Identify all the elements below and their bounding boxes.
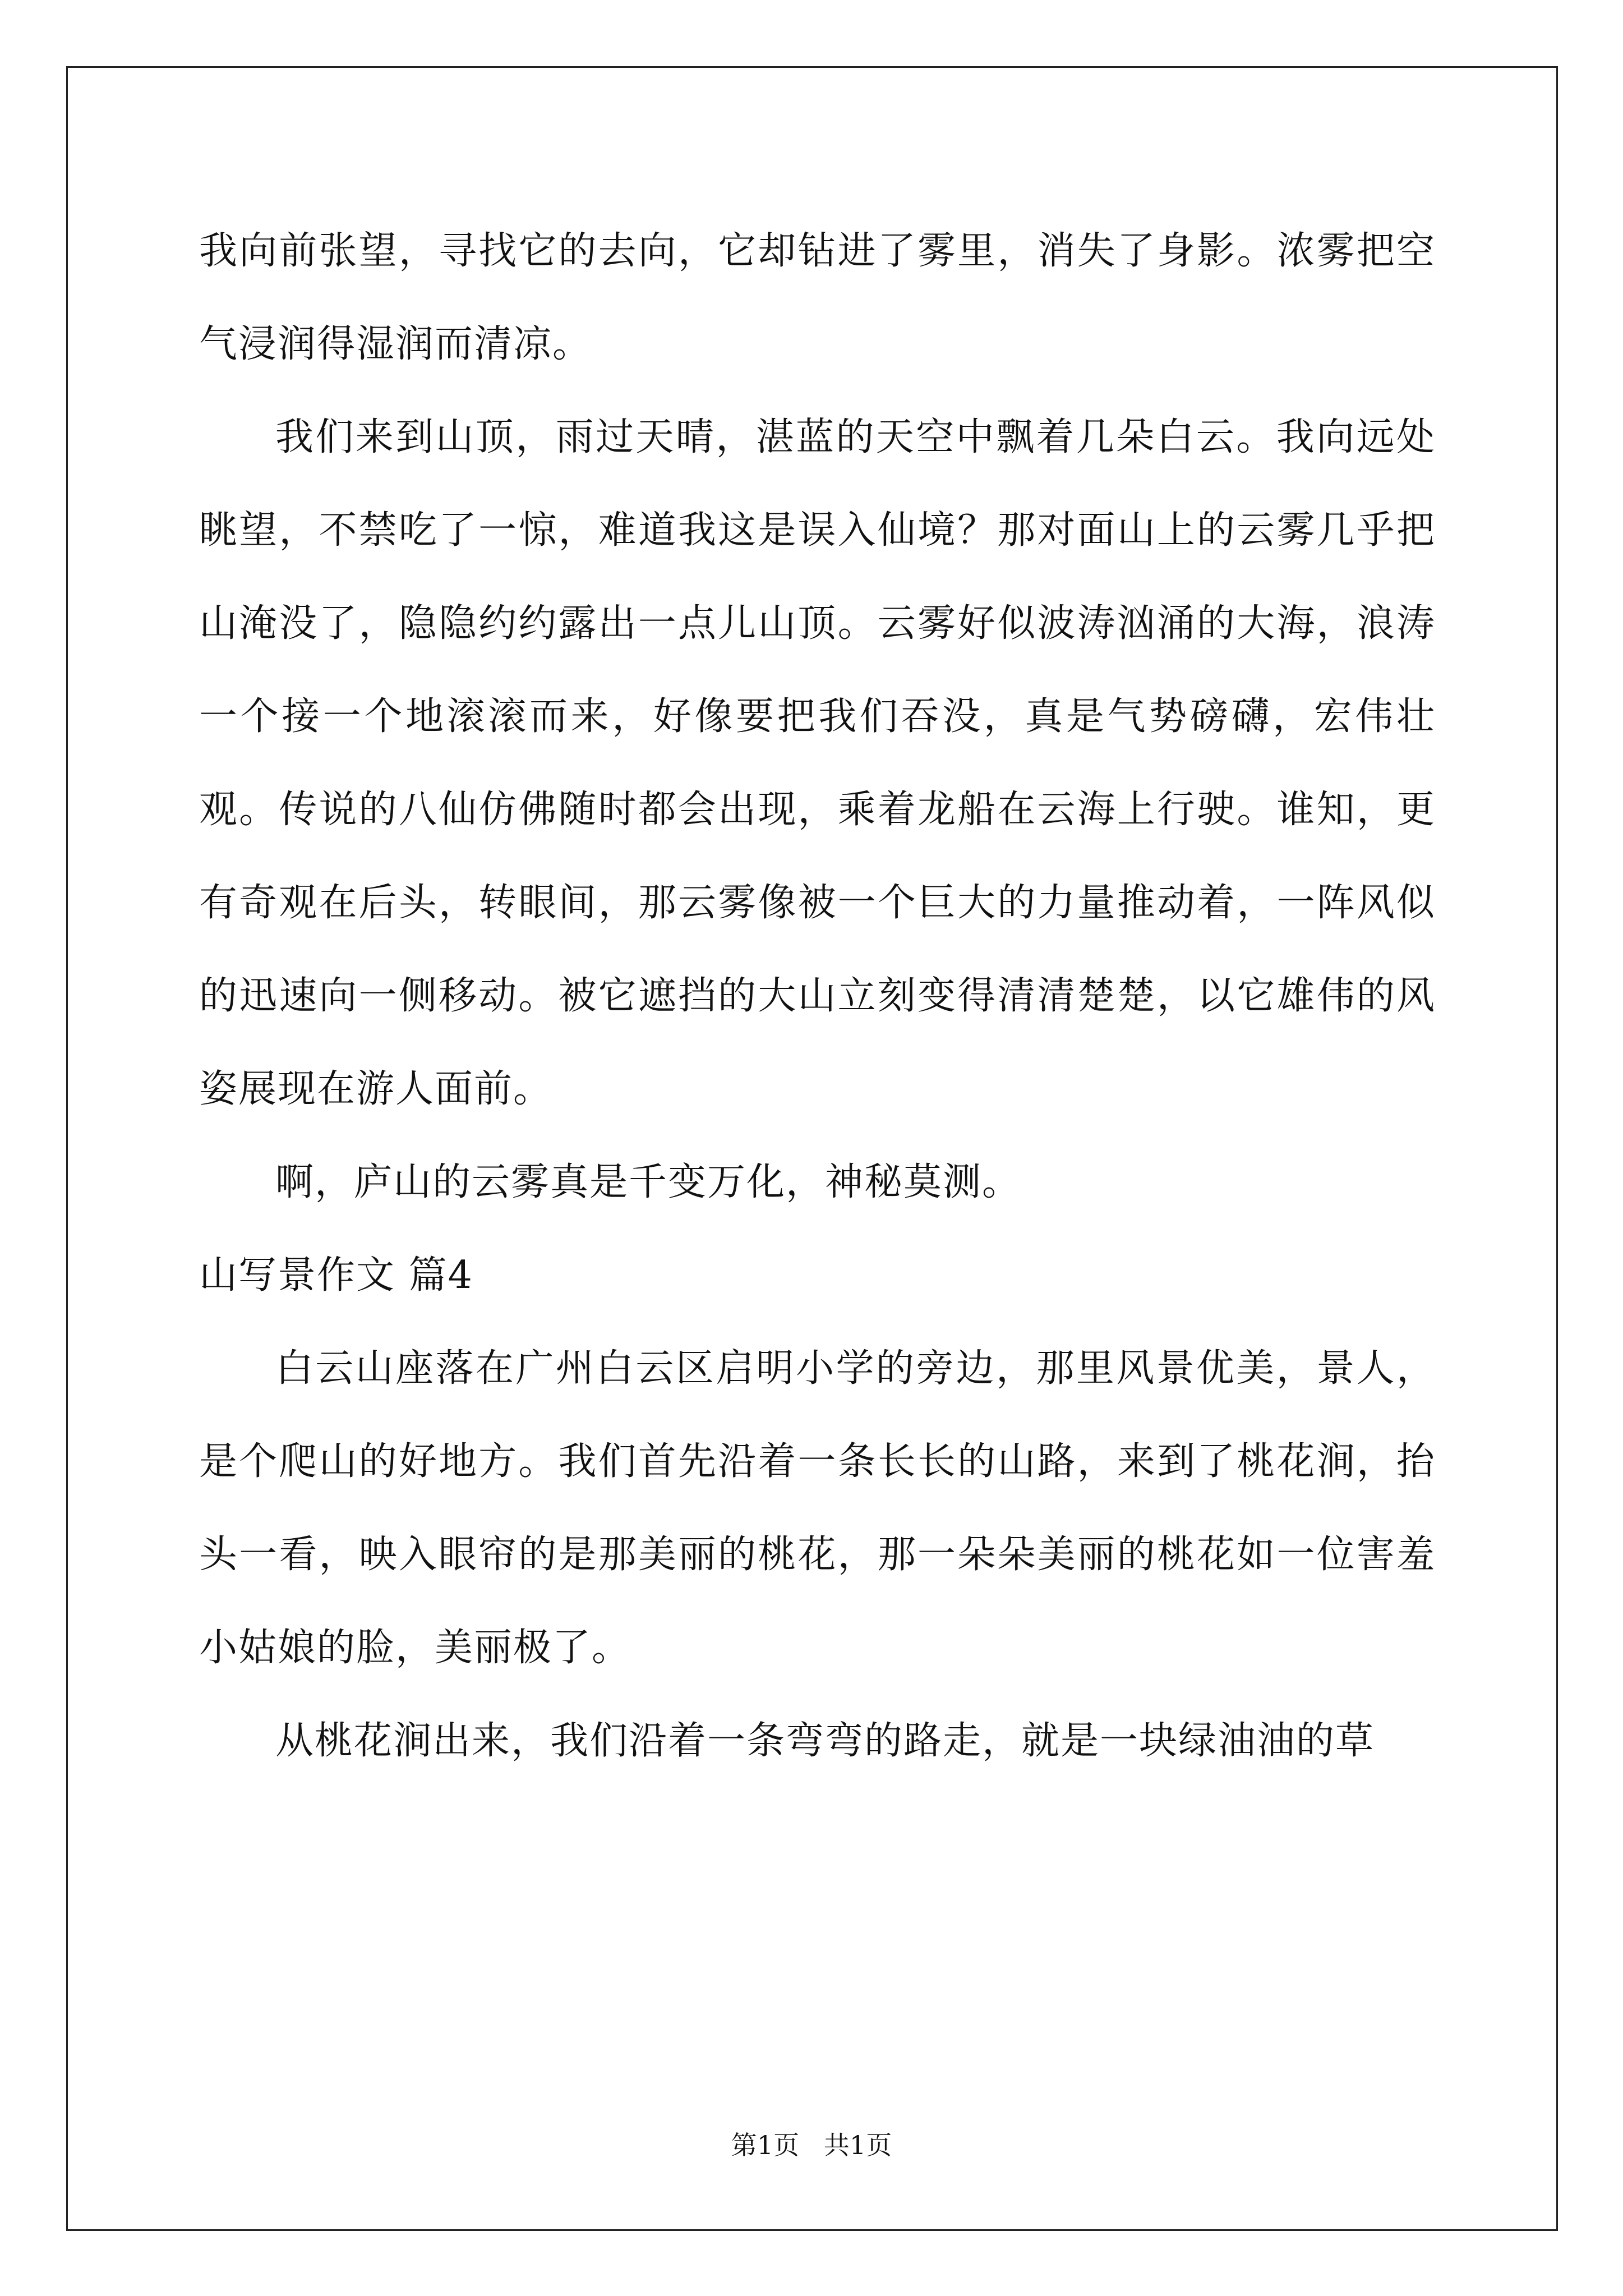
paragraph-5: 从桃花涧出来，我们沿着一条弯弯的路走，就是一块绿油油的草 [275, 1719, 1375, 1763]
paragraph-1: 我向前张望，寻找它的去向，它却钻进了雾里，消失了身影。浓雾把空气浸润得湿润而清凉。 [199, 229, 1436, 366]
paragraph-4: 白云山座落在广州白云区启明小学的旁边，那里风景优美，景人，是个爬山的好地方。我们首先沿着一条长长的山路，来到了桃花涧，抬头一看，映入眼帘的是那美丽的桃花，那一朵朵美丽的桃花如一位害羞小姑娘的脸，美丽极了。 [199, 1346, 1436, 1670]
paragraph-2: 我们来到山顶，雨过天晴，湛蓝的天空中飘着几朵白云。我向远处眺望，不禁吃了一惊，难道我这是误入仙境？那对面山上的云雾几乎把山淹没了，隐隐约约露出一点儿山顶。云雾好似波涛汹涌的大海，浪涛一个接一个地滚滚而来，好像要把我们吞没，真是气势磅礴，宏伟壮观。传说的八仙仿佛随时都会出现，乘着龙船在云海上行驶。谁知，更有奇观在后头，转眼间，那云雾像被一个巨大的力量推动着，一阵风似的迅速向一侧移动。被它遮挡的大山立刻变得清清楚楚，以它雄伟的风姿展现在游人面前。 [199, 415, 1436, 1111]
section-heading: 山写景作文 篇4 [199, 1253, 473, 1297]
document-body [199, 205, 1436, 1788]
paragraph-3: 啊，庐山的云雾真是千变万化，神秘莫测。 [275, 1160, 1022, 1204]
page-footer: 第1页 共1页 [731, 2130, 892, 2160]
